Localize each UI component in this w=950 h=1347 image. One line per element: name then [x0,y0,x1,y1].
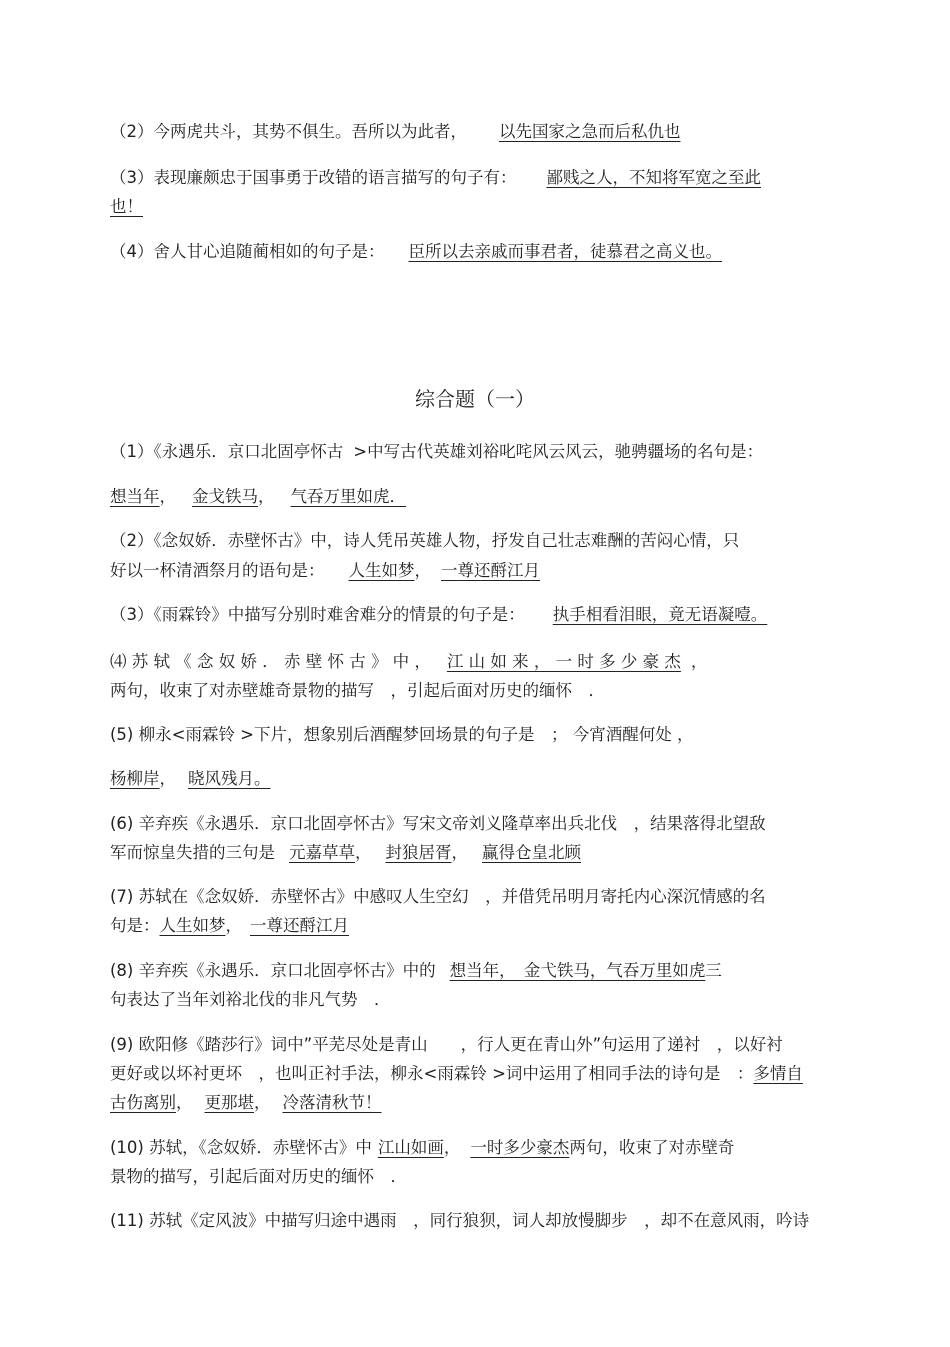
item-8-answer: 想当年， 金弋铁马，气吞万里如虎 [449,961,706,980]
item-10-line-2 [110,1166,407,1188]
item-1-answer-2: 金戈铁马 [192,487,258,506]
item-4-text-b: 两句，收束了对赤壁雄奇景物的描写 ，引起后面对历史的缅怀 ． [110,681,605,700]
separator: ， [254,1093,271,1112]
item-7-text-b: 句是： [110,916,160,935]
item-2-answer-1: 人生如梦 [348,561,415,580]
item-8-line-2 [110,989,391,1011]
item-10-text-b: 景物的描写，引起后面对历史的缅怀 ． [110,1167,407,1186]
item-3-text: （3）《雨霖铃》中描写分别时难舍难分的情景的句子是： [110,605,525,624]
item-9-answer-1: 多情自 [753,1064,803,1083]
item-7-line-2 [110,915,349,937]
separator: ， [443,1138,461,1157]
q2-text: （2）今两虎共斗，其势不俱生。吾所以为此者， [110,122,467,141]
item-2-line-2 [110,560,540,582]
item-7-answer-2: 一尊还酹江月 [250,916,349,935]
q3-answer-cont: 也！ [110,197,143,216]
q3-text: （3）表现廉颇忠于国事勇于改错的语言描写的句子有： [110,168,517,187]
item-4-line [110,651,707,673]
item-9-answer-2: 古伤离别 [110,1093,176,1112]
item-9-line [110,1034,783,1056]
item-1-answer-line [110,486,406,508]
item-11-text: (11) 苏轼《定风波》中描写归途中遇雨 ，同行狼狈，词人却放慢脚步 ，却不在意风雨，吟诗 [110,1211,810,1230]
item-11-line [110,1210,809,1232]
item-9-text-b: 更好或以坏衬更坏 ，也叫正衬手法，柳永<雨霖铃 >词中运用了相同手法的诗句是 ： [110,1064,754,1083]
item-2-text-a: （2）《念奴娇．赤壁怀古》中，诗人凭吊英雄人物，抒发自己壮志难酬的苦闷心情，只 [110,531,740,550]
item-6-text-b: 军而惊皇失措的三句是 [110,843,275,862]
item-9-text-a: (9) 欧阳修《踏莎行》词中”平芜尽处是青山 ，行人更在青山外”句运用了递衬 ，以好衬 [110,1035,783,1054]
item-2-answer-2: 一尊还酹江月 [441,561,540,580]
item-8-line [110,960,722,982]
separator: ， [451,843,468,862]
item-6-line [110,813,766,835]
item-9-line-2 [110,1063,803,1085]
item-8-tail: 三 [705,961,722,980]
item-5-answer-2: 晓风残月 [188,769,254,788]
separator: ， [225,916,242,935]
end-mark: 。 [254,769,271,788]
item-9-line-3 [110,1092,382,1114]
item-9-answer-4: 冷落清秋节！ [282,1093,382,1112]
separator: ， [159,487,176,506]
separator: ， [414,561,431,580]
item-1-text-b: >中写古代英雄刘裕叱咤风云风云，驰骋疆场的名句是： [353,442,764,461]
end-mark: ． [389,487,406,506]
item-3-answer: 执手相看泪眼，竟无语凝噎。 [552,605,768,624]
q3-line [110,167,761,189]
separator: ， [690,652,708,671]
item-5-answer-1: 杨柳岸 [110,769,160,788]
item-2-line [110,530,739,552]
separator: ， [258,487,275,506]
item-2-text-b: 好以一杯清酒祭月的语句是： [110,561,325,580]
q3-answer: 鄙贱之人，不知将军宽之至此 [546,168,761,187]
item-6-answer-2: 封狼居胥 [385,843,452,862]
item-7-line [110,886,766,908]
item-3-line [110,604,767,626]
q2-answer: 以先国家之急而后私仇也 [499,122,681,141]
item-8-text-a: (8) 辛弃疾《永遇乐．京口北固亭怀古》中的 [110,961,436,980]
item-10-answer-1: 江山如画 [377,1138,444,1157]
item-10-answer-2: 一时多少豪杰 [470,1138,570,1157]
item-6-answer-1: 元嘉草草 [289,843,355,862]
q3-line-2 [110,196,143,218]
item-8-text-b: 句表达了当年刘裕北伐的非凡气势 ． [110,990,391,1009]
separator: ， [176,1093,193,1112]
item-5-text: (5) 柳永<雨霖铃 >下片，想象别后酒醒梦回场景的句子是 ； 今宵酒醒何处 ， [110,725,694,744]
item-4-answer: 江 山 如 来 ， 一 时 多 少 豪 杰 [446,652,681,671]
item-4-text-a: ⑷ 苏 轼 《 念 奴 娇 ． 赤 壁 怀 古 》 中 ， [110,652,431,671]
item-1-line [110,441,763,463]
item-1-answer-1: 想当年 [110,487,160,506]
q2-line [110,121,681,143]
separator: ， [159,769,176,788]
item-10-line [110,1137,734,1159]
q4-line [110,241,722,263]
item-6-answer-3: 赢得仓皇北顾 [482,843,581,862]
item-5-line [110,724,694,746]
section-title: 综合题（一） [415,387,535,411]
item-4-line-2 [110,680,605,702]
item-1-text-a: （1）《永遇乐．京口北固亭怀古 [110,442,344,461]
item-9-answer-3: 更那堪 [204,1093,254,1112]
item-6-text-a: (6) 辛弃疾《永遇乐．京口北固亭怀古》写宋文帝刘义隆草率出兵北伐 ，结果落得北望敌 [110,814,766,833]
item-5-answer-line [110,768,271,790]
separator: ， [355,843,372,862]
q4-answer: 臣所以去亲戚而事君者，徒慕君之高义也。 [408,242,722,261]
item-10-text-a: (10) 苏轼，《念奴娇．赤壁怀古》中 [110,1138,372,1157]
item-1-answer-3: 气吞万里如虎 [290,487,390,506]
q4-text: （4）舍人甘心追随蔺相如的句子是： [110,242,385,261]
item-7-text-a: (7) 苏轼在《念奴娇．赤壁怀古》中感叹人生空幻 ，并借凭吊明月寄托内心深沉情感的名 [110,887,766,906]
item-6-line-2 [110,842,581,864]
item-7-answer-1: 人生如梦 [159,916,226,935]
item-10-tail: 两句，收束了对赤壁奇 [569,1138,735,1157]
